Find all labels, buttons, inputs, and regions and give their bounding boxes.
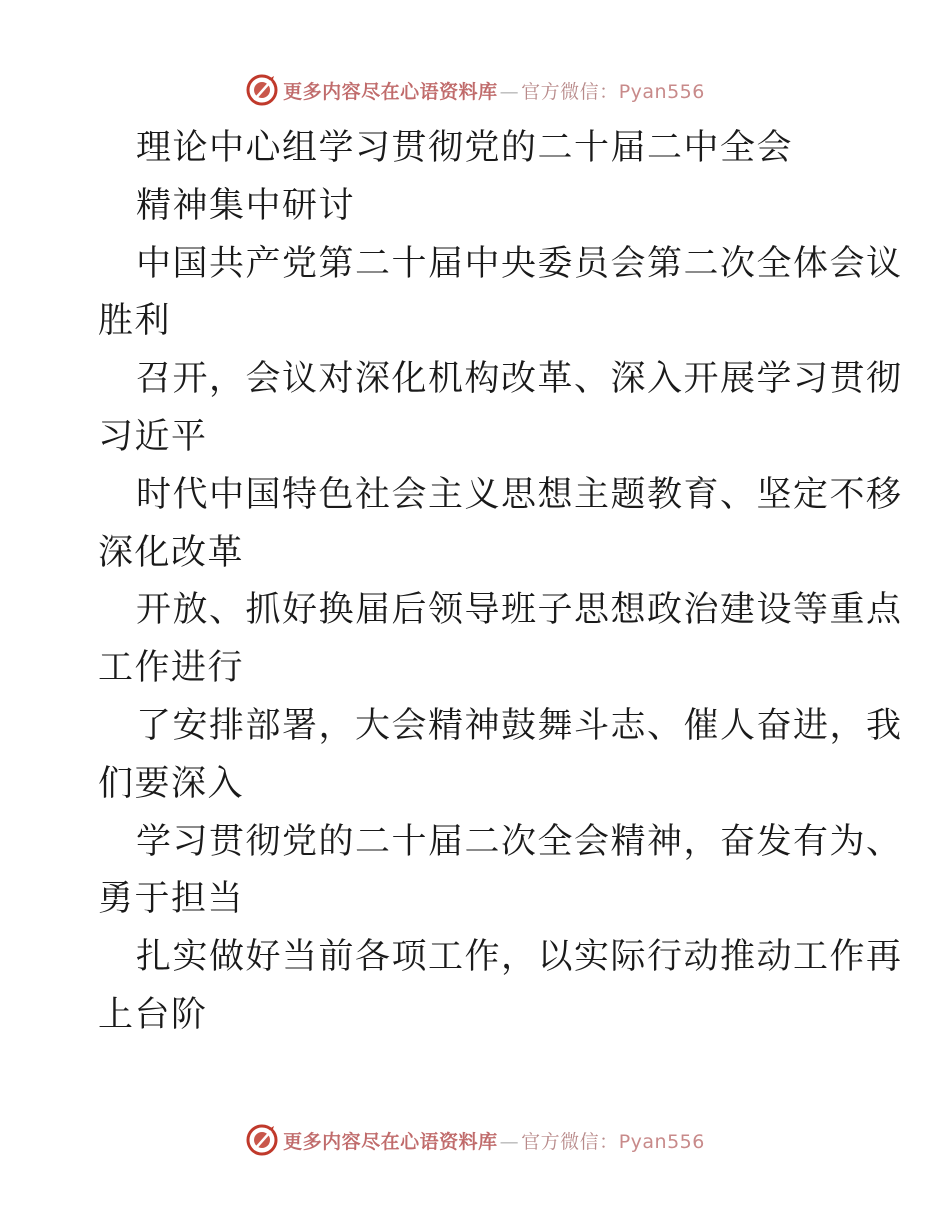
document-body — [98, 120, 903, 1045]
paragraph-line: 时代中国特色社会主义思想主题教育、坚定不移 — [136, 474, 903, 515]
paragraph-line: 扎实做好当前各项工作，以实际行动推动工作再 — [136, 937, 903, 978]
header-banner-handle: Pyan556 — [618, 80, 705, 103]
header-banner — [0, 70, 950, 110]
doc-title-line-2: 精神集中研讨 — [136, 185, 356, 226]
header-banner-dash: — — [499, 80, 520, 103]
header-banner-label: 官方微信： — [521, 80, 619, 103]
footer-banner-title: 更多内容尽在心语资料库 — [283, 1130, 498, 1153]
paragraph-line: 习近平 — [98, 416, 208, 457]
paragraph-line: 工作进行 — [98, 648, 245, 689]
paragraph-line: 学习贯彻党的二十届二次全会精神，奋发有为、 — [136, 821, 903, 862]
paragraph-line: 深化改革 — [98, 532, 245, 573]
paragraph-line: 开放、抓好换届后领导班子思想政治建设等重点 — [136, 590, 903, 631]
paragraph-line: 中国共产党第二十届中央委员会第二次全体会议 — [136, 243, 903, 284]
paragraph-line: 勇于担当 — [98, 879, 245, 920]
header-banner-text — [283, 77, 705, 104]
header-banner-title: 更多内容尽在心语资料库 — [283, 80, 498, 103]
paragraph-line: 们要深入 — [98, 763, 245, 804]
footer-banner-dash: — — [499, 1130, 520, 1153]
doc-title-line-1: 理论中心组学习贯彻党的二十届二中全会 — [136, 128, 794, 168]
footer-banner-text — [283, 1127, 705, 1154]
footer-banner — [0, 1120, 950, 1160]
paragraph-line: 召开，会议对深化机构改革、深入开展学习贯彻 — [136, 359, 903, 400]
brand-logo-icon — [245, 1123, 279, 1157]
paragraph-line: 上台阶 — [98, 994, 208, 1035]
footer-banner-label: 官方微信： — [521, 1130, 619, 1153]
footer-banner-handle: Pyan556 — [618, 1130, 705, 1153]
brand-logo-icon — [245, 73, 279, 107]
paragraph-line: 胜利 — [98, 301, 172, 342]
paragraph-line: 了安排部署，大会精神鼓舞斗志、催人奋进，我 — [136, 705, 903, 746]
